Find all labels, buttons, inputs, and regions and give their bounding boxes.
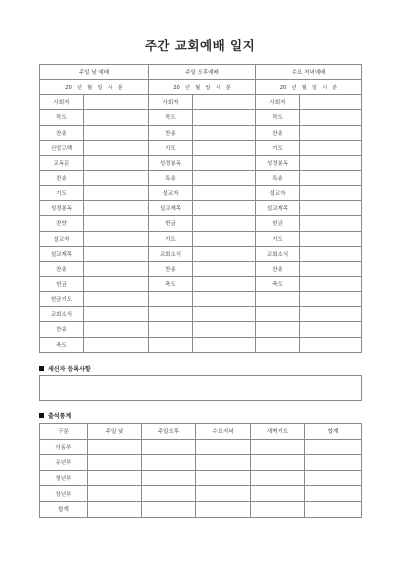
table-row — [40, 231, 362, 246]
attendance-value-field[interactable] — [88, 501, 142, 517]
order-label — [149, 307, 193, 322]
order-value-field[interactable] — [84, 246, 149, 261]
order-label: 찬양 — [40, 216, 84, 231]
attendance-value-field[interactable] — [196, 439, 251, 455]
order-value-field[interactable] — [84, 337, 149, 352]
order-label: 특송 — [256, 170, 300, 185]
attendance-value-field[interactable] — [142, 470, 196, 486]
order-value-field[interactable] — [193, 231, 256, 246]
order-value-field[interactable] — [193, 110, 256, 125]
attendance-table — [39, 423, 362, 518]
order-value-field[interactable] — [300, 261, 362, 276]
table-row — [40, 246, 362, 261]
attendance-value-field[interactable] — [196, 486, 251, 502]
order-label: 찬송 — [149, 125, 193, 140]
order-value-field[interactable] — [84, 110, 149, 125]
table-row — [40, 125, 362, 140]
square-bullet-icon — [39, 413, 44, 418]
order-label: 기도 — [256, 231, 300, 246]
order-label: 기도 — [40, 186, 84, 201]
order-label: 묵도 — [149, 110, 193, 125]
service-header: 주일 낮 예배 — [40, 65, 149, 80]
order-label: 찬송 — [40, 261, 84, 276]
table-row — [40, 110, 362, 125]
newcomer-box[interactable] — [39, 375, 362, 401]
order-label: 설교자 — [40, 231, 84, 246]
attendance-value-field[interactable] — [88, 470, 142, 486]
attendance-row-label: 아동부 — [40, 439, 88, 455]
order-label — [256, 322, 300, 337]
date-field[interactable]: 20 년 월 일 시 분 — [40, 80, 149, 95]
order-label: 기도 — [149, 140, 193, 155]
table-row — [40, 292, 362, 307]
order-label: 성경봉독 — [256, 155, 300, 170]
order-value-field[interactable] — [84, 140, 149, 155]
order-value-field[interactable] — [84, 276, 149, 291]
table-row — [40, 155, 362, 170]
date-field[interactable]: 20 년 월 일 시 분 — [149, 80, 256, 95]
order-label: 성경봉독 — [40, 201, 84, 216]
order-label: 설교제목 — [40, 246, 84, 261]
table-row — [40, 140, 362, 155]
attendance-value-field[interactable] — [142, 439, 196, 455]
order-value-field[interactable] — [84, 170, 149, 185]
order-value-field[interactable] — [193, 246, 256, 261]
order-value-field[interactable] — [300, 292, 362, 307]
order-value-field[interactable] — [300, 322, 362, 337]
table-row — [40, 455, 362, 471]
table-row — [40, 322, 362, 337]
order-value-field[interactable] — [300, 276, 362, 291]
square-bullet-icon — [39, 366, 44, 371]
order-label — [256, 307, 300, 322]
order-value-field[interactable] — [84, 307, 149, 322]
order-value-field[interactable] — [193, 276, 256, 291]
order-value-field[interactable] — [300, 110, 362, 125]
attendance-value-field[interactable] — [88, 455, 142, 471]
header-row — [40, 65, 362, 80]
attendance-value-field[interactable] — [88, 439, 142, 455]
order-value-field[interactable] — [84, 95, 149, 110]
order-label: 묵도 — [256, 110, 300, 125]
order-value-field[interactable] — [193, 337, 256, 352]
order-label: 설교자 — [256, 186, 300, 201]
attendance-value-field[interactable] — [305, 439, 362, 455]
attendance-value-field[interactable] — [305, 470, 362, 486]
order-value-field[interactable] — [193, 307, 256, 322]
order-value-field[interactable] — [84, 155, 149, 170]
order-value-field[interactable] — [193, 140, 256, 155]
order-value-field[interactable] — [84, 322, 149, 337]
table-row — [40, 170, 362, 185]
order-label: 교회소식 — [149, 246, 193, 261]
order-value-field[interactable] — [193, 186, 256, 201]
attendance-value-field[interactable] — [88, 486, 142, 502]
order-label: 찬송 — [256, 261, 300, 276]
order-value-field[interactable] — [193, 170, 256, 185]
newcomer-section-title: 새신자 등록사항 — [39, 364, 91, 373]
order-label: 신앙고백 — [40, 140, 84, 155]
attendance-value-field[interactable] — [251, 486, 305, 502]
order-value-field[interactable] — [193, 261, 256, 276]
order-label: 설교제목 — [149, 201, 193, 216]
order-value-field[interactable] — [300, 246, 362, 261]
attendance-value-field[interactable] — [196, 501, 251, 517]
attendance-header: 새벽기도 — [251, 424, 305, 440]
order-value-field[interactable] — [193, 322, 256, 337]
order-label: 사회자 — [256, 95, 300, 110]
order-value-field[interactable] — [300, 201, 362, 216]
order-label: 설교자 — [149, 186, 193, 201]
order-label: 축도 — [40, 337, 84, 352]
order-value-field[interactable] — [300, 186, 362, 201]
table-row — [40, 470, 362, 486]
attendance-row-label: 유년부 — [40, 455, 88, 471]
header-row — [40, 424, 362, 440]
order-value-field[interactable] — [300, 95, 362, 110]
worship-log-table — [39, 64, 362, 353]
order-value-field[interactable] — [84, 292, 149, 307]
order-label: 찬송 — [149, 261, 193, 276]
order-label — [149, 337, 193, 352]
order-value-field[interactable] — [300, 125, 362, 140]
order-label — [149, 322, 193, 337]
order-value-field[interactable] — [84, 186, 149, 201]
order-value-field[interactable] — [193, 216, 256, 231]
order-value-field[interactable] — [300, 170, 362, 185]
order-value-field[interactable] — [84, 231, 149, 246]
order-label: 기도 — [256, 140, 300, 155]
attendance-value-field[interactable] — [196, 470, 251, 486]
order-label: 찬송 — [40, 170, 84, 185]
table-row — [40, 216, 362, 231]
service-header: 수요 저녁예배 — [256, 65, 362, 80]
page-title: 주간 교회예배 일지 — [144, 38, 256, 53]
order-label: 교독문 — [40, 155, 84, 170]
order-label: 찬송 — [40, 322, 84, 337]
attendance-value-field[interactable] — [251, 470, 305, 486]
order-label: 기도 — [149, 231, 193, 246]
table-row — [40, 439, 362, 455]
attendance-value-field[interactable] — [251, 455, 305, 471]
attendance-header: 주일오후 — [142, 424, 196, 440]
order-label — [149, 292, 193, 307]
table-row — [40, 201, 362, 216]
order-label: 성경봉독 — [149, 155, 193, 170]
order-label: 사회자 — [149, 95, 193, 110]
service-header: 주일 오후예배 — [149, 65, 256, 80]
order-label: 설교제목 — [256, 201, 300, 216]
order-value-field[interactable] — [84, 125, 149, 140]
attendance-row-label: 청년부 — [40, 470, 88, 486]
attendance-section-title: 출석통계 — [39, 411, 71, 420]
order-label: 교회소식 — [256, 246, 300, 261]
attendance-value-field[interactable] — [142, 455, 196, 471]
date-row — [40, 80, 362, 95]
order-label — [256, 337, 300, 352]
order-label: 특송 — [149, 170, 193, 185]
attendance-header: 주일 낮 — [88, 424, 142, 440]
order-label — [256, 292, 300, 307]
table-row — [40, 307, 362, 322]
table-row — [40, 261, 362, 276]
order-value-field[interactable] — [300, 337, 362, 352]
order-label: 헌금 — [40, 276, 84, 291]
attendance-header: 합계 — [305, 424, 362, 440]
attendance-value-field[interactable] — [142, 501, 196, 517]
order-value-field[interactable] — [300, 216, 362, 231]
order-value-field[interactable] — [193, 201, 256, 216]
order-label: 묵도 — [40, 110, 84, 125]
order-value-field[interactable] — [193, 155, 256, 170]
attendance-row-label: 장년부 — [40, 486, 88, 502]
date-field[interactable]: 20 년 월 일 시 분 — [256, 80, 362, 95]
table-row — [40, 186, 362, 201]
order-value-field[interactable] — [300, 140, 362, 155]
order-label: 축도 — [149, 276, 193, 291]
order-value-field[interactable] — [300, 155, 362, 170]
attendance-value-field[interactable] — [196, 455, 251, 471]
attendance-value-field[interactable] — [305, 501, 362, 517]
order-value-field[interactable] — [193, 95, 256, 110]
attendance-header: 수요저녁 — [196, 424, 251, 440]
attendance-row-label: 합계 — [40, 501, 88, 517]
attendance-value-field[interactable] — [251, 501, 305, 517]
order-value-field[interactable] — [84, 201, 149, 216]
table-row — [40, 337, 362, 352]
table-row — [40, 486, 362, 502]
order-value-field[interactable] — [84, 261, 149, 276]
order-label: 찬송 — [256, 125, 300, 140]
table-row — [40, 276, 362, 291]
order-value-field[interactable] — [193, 125, 256, 140]
order-label: 헌금 — [149, 216, 193, 231]
order-value-field[interactable] — [193, 292, 256, 307]
order-label: 헌금기도 — [40, 292, 84, 307]
order-value-field[interactable] — [300, 231, 362, 246]
attendance-value-field[interactable] — [305, 486, 362, 502]
order-value-field[interactable] — [84, 216, 149, 231]
order-label: 찬송 — [40, 125, 84, 140]
attendance-value-field[interactable] — [142, 486, 196, 502]
table-row — [40, 501, 362, 517]
attendance-header: 구분 — [40, 424, 88, 440]
table-row — [40, 95, 362, 110]
order-label: 헌금 — [256, 216, 300, 231]
attendance-value-field[interactable] — [251, 439, 305, 455]
order-label: 교회소식 — [40, 307, 84, 322]
order-label: 사회자 — [40, 95, 84, 110]
order-label: 축도 — [256, 276, 300, 291]
order-value-field[interactable] — [300, 307, 362, 322]
attendance-value-field[interactable] — [305, 455, 362, 471]
